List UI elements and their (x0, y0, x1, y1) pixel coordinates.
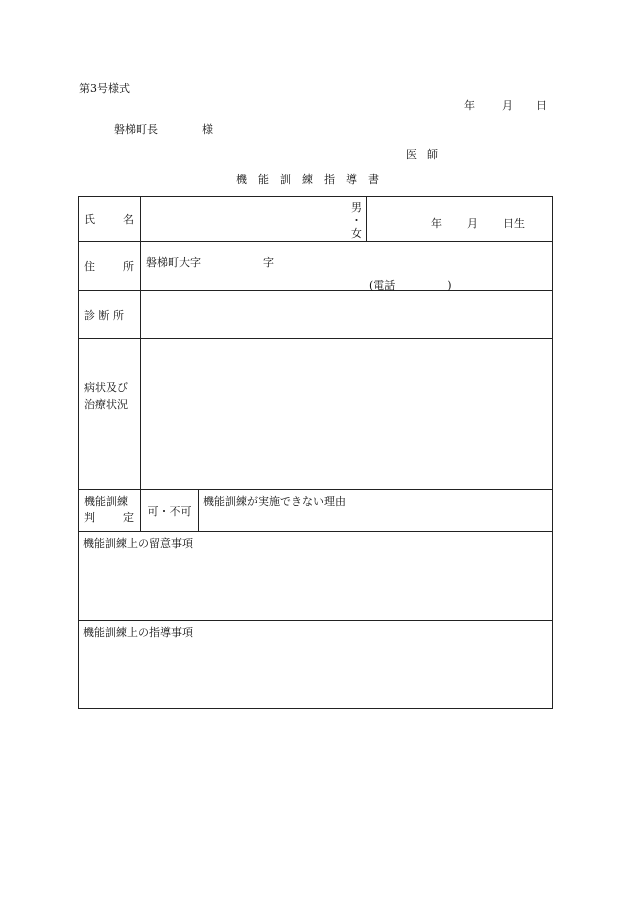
addressee-name: 磐梯町長 (114, 123, 158, 136)
sex-separator: ・ (351, 214, 362, 227)
birthdate-field[interactable] (367, 197, 553, 242)
guidance-field[interactable] (79, 621, 553, 709)
name-row (79, 197, 553, 242)
name-label-char-1: 氏 (84, 213, 95, 226)
birthdate-labels (431, 215, 525, 231)
date-year-label: 年 (464, 99, 475, 112)
date-month-label: 月 (502, 99, 513, 112)
doctor-label-2: 師 (427, 148, 438, 161)
name-label (79, 197, 141, 242)
judgement-row (79, 490, 553, 532)
form-number: 第3号様式 (79, 82, 130, 95)
judgement-label-line-2 (84, 510, 134, 526)
reason-label: 機能訓練が実施できない理由 (203, 495, 346, 508)
judgement-options[interactable]: 可・不可 (141, 490, 199, 532)
clinic-field[interactable] (141, 291, 553, 339)
sex-female[interactable]: 女 (351, 227, 362, 240)
address-label (79, 242, 141, 291)
guidance-row (79, 621, 553, 709)
phone-close-paren: ) (447, 279, 452, 292)
judgement-label-char-2: 定 (123, 511, 134, 524)
birth-year-label: 年 (431, 217, 442, 230)
honorific: 様 (202, 123, 213, 136)
birth-month-label: 月 (467, 217, 478, 230)
judgement-label-line-1: 機能訓練 (84, 495, 128, 508)
clinic-label: 診 断 所 (79, 291, 141, 339)
symptoms-label (79, 339, 141, 490)
name-label-char-2: 名 (123, 213, 134, 226)
symptoms-label-line-1: 病状及び (84, 381, 128, 394)
judgement-label-char-1: 判 (84, 511, 95, 524)
addressee (114, 124, 213, 135)
notes-label: 機能訓練上の留意事項 (83, 537, 193, 550)
address-aza-label: 字 (263, 256, 274, 269)
date-day-label: 日 (536, 99, 547, 112)
address-row (79, 242, 553, 291)
symptoms-label-line-2: 治療状況 (84, 398, 128, 411)
document-title: 機能訓練指導書 (236, 173, 390, 186)
birth-day-label: 日生 (503, 217, 525, 230)
sex-male[interactable]: 男 (351, 201, 362, 214)
clinic-row (79, 291, 553, 339)
address-label-char-1: 住 (84, 260, 95, 273)
symptoms-row (79, 339, 553, 490)
notes-row (79, 532, 553, 621)
address-prefix: 磐梯町大字 (146, 256, 201, 269)
issue-date (464, 100, 547, 111)
address-label-char-2: 所 (123, 260, 134, 273)
guidance-label: 機能訓練上の指導事項 (83, 626, 193, 639)
doctor-label-1: 医 (406, 148, 417, 161)
symptoms-field[interactable] (141, 339, 553, 490)
judgement-label (79, 490, 141, 532)
training-guidance-form (78, 196, 553, 709)
name-field[interactable] (141, 197, 367, 242)
notes-field[interactable] (79, 532, 553, 621)
reason-field[interactable] (199, 490, 553, 532)
phone-open-label: (電話 (369, 279, 396, 292)
sex-selector[interactable] (351, 201, 362, 240)
address-field[interactable] (141, 242, 553, 291)
doctor-signature-label (406, 149, 438, 160)
